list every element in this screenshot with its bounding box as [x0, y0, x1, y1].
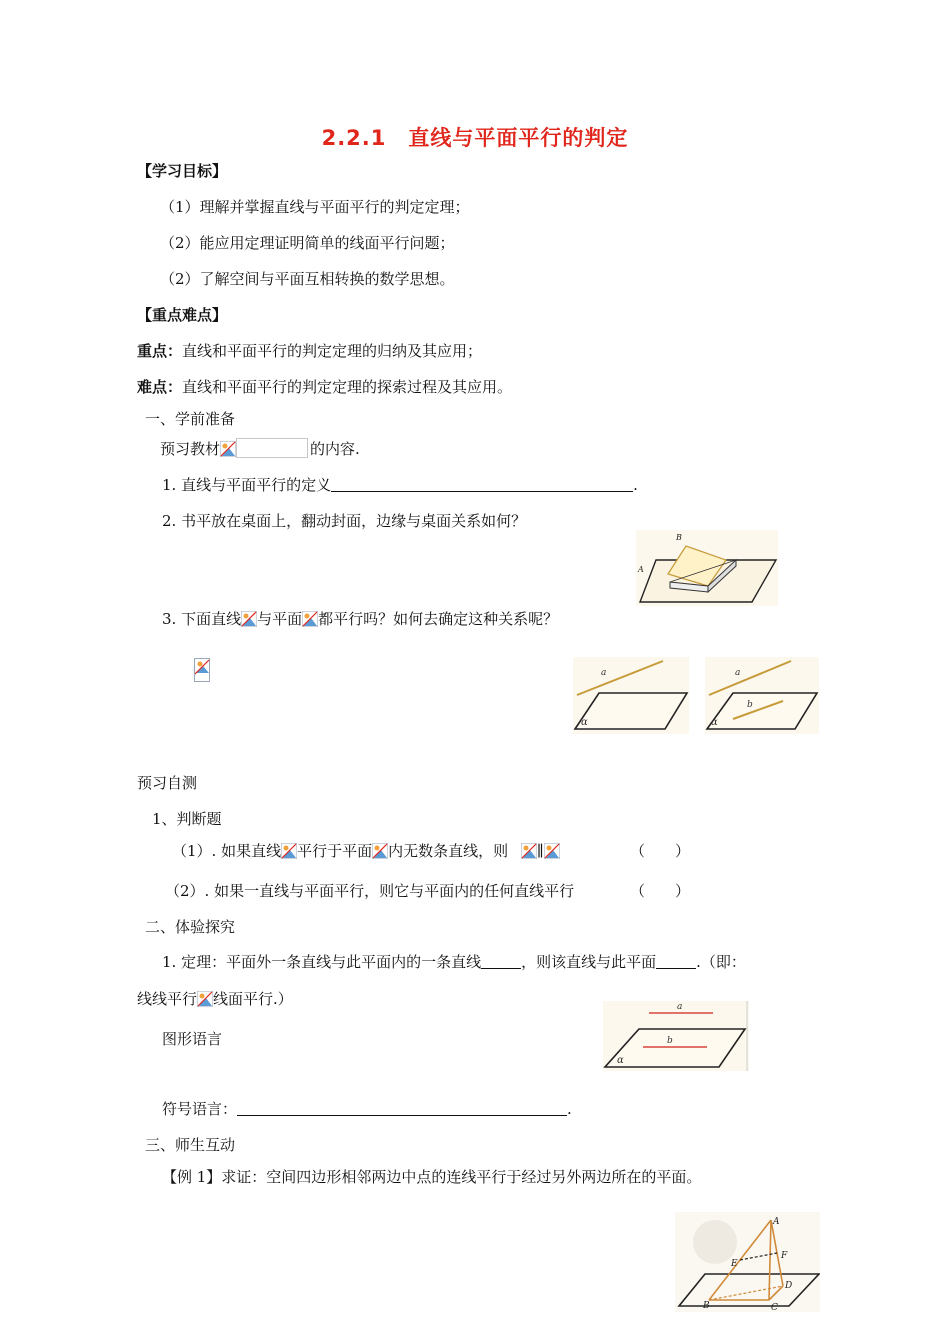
- item1-text-b: 平行于平面: [297, 842, 373, 860]
- book-label-a: A: [638, 565, 644, 574]
- missing-image-box: [236, 438, 308, 458]
- q1-text: 1. 直线与平面平行的定义: [162, 476, 332, 494]
- item1-text-c: 内无数条直线，则: [388, 842, 509, 860]
- symbol-end: .: [567, 1100, 572, 1118]
- theorem-text-d: 线线平行: [137, 990, 198, 1008]
- symbol-blank: [237, 1115, 567, 1116]
- tetrahedron-figure: [675, 1212, 820, 1312]
- interact-heading: 三、师生互动: [145, 1136, 236, 1154]
- goal-item: （2）能应用定理证明简单的线面平行问题；: [160, 234, 455, 252]
- key-text: 直线和平面平行的判定定理的归纳及其应用；: [182, 342, 483, 360]
- theorem-fig-b-label: b: [667, 1036, 673, 1046]
- selftest-item-1: [172, 840, 560, 861]
- preview-text-a: 预习教材: [160, 440, 221, 458]
- key-heading: 【重点难点】: [137, 306, 228, 324]
- goals-heading: 【学习目标】: [137, 162, 228, 180]
- theorem-blank-2: [656, 968, 696, 969]
- example-1: 【例 1】求证：空间四边形相邻两边中点的连线平行于经过另外两边所在的平面。: [162, 1168, 702, 1186]
- item2-paren: （ ）: [630, 882, 691, 900]
- line-plane-figure-left: [573, 657, 689, 734]
- image-placeholder-icon: [521, 843, 537, 859]
- item1-text-a: （1）. 如果直线: [172, 842, 282, 860]
- fig-right-line-a-label: a: [735, 668, 741, 678]
- image-placeholder-icon: [194, 658, 210, 686]
- tetra-label-d: D: [785, 1281, 793, 1291]
- key-point: [137, 340, 482, 361]
- image-placeholder-icon: [544, 843, 560, 859]
- theorem-text-a: 1. 定理：平面外一条直线与此平面内的一条直线: [162, 953, 482, 971]
- tetra-label-c: C: [771, 1303, 778, 1312]
- hard-point: [137, 376, 512, 397]
- prep-heading: 一、学前准备: [145, 410, 236, 428]
- image-placeholder-icon: [281, 843, 297, 859]
- q1-blank: [331, 491, 633, 492]
- q3-text-c: 都平行吗？如何去确定这种关系呢？: [318, 610, 559, 628]
- tetra-label-e: E: [731, 1259, 738, 1269]
- tetra-label-a: A: [773, 1217, 780, 1227]
- selftest-sub: 1、判断题: [152, 810, 222, 828]
- image-placeholder-icon: [220, 441, 236, 457]
- tetra-label-f: F: [781, 1251, 788, 1261]
- theorem-fig-a-label: a: [677, 1002, 683, 1012]
- prep-q1: [162, 474, 638, 495]
- image-placeholder-icon: [197, 991, 213, 1007]
- theorem-text-b: ，则该直线与此平面: [521, 953, 657, 971]
- line-plane-figure-right: [705, 657, 819, 734]
- theorem-text-e: 线面平行.）: [213, 990, 293, 1008]
- theorem-blank-1: [481, 968, 521, 969]
- book-label-b: B: [676, 533, 682, 542]
- theorem-text-c: .（即：: [696, 953, 746, 971]
- explore-heading: 二、体验探究: [145, 918, 236, 936]
- image-placeholder-icon: [372, 843, 388, 859]
- fig-left-line-label: a: [601, 668, 607, 678]
- selftest-heading: 预习自测: [137, 774, 198, 792]
- tetra-label-b: B: [703, 1301, 710, 1311]
- preview-line: [160, 438, 360, 459]
- graph-language-label: 图形语言: [162, 1030, 223, 1048]
- goal-item: （2）了解空间与平面互相转换的数学思想。: [160, 270, 455, 288]
- prep-q2: 2. 书平放在桌面上，翻动封面，边缘与桌面关系如何？: [162, 512, 527, 530]
- fig-left-plane-label: α: [581, 717, 588, 728]
- q3-text-b: 与平面: [257, 610, 303, 628]
- image-placeholder-icon: [302, 611, 318, 627]
- hard-label: 难点：: [137, 378, 183, 396]
- item1-paren: （ ）: [630, 842, 691, 860]
- fig-right-plane-label: α: [711, 717, 718, 728]
- selftest-item-2: （2）. 如果一直线与平面平行，则它与平面内的任何直线平行: [165, 882, 575, 900]
- goal-item: （1）理解并掌握直线与平面平行的判定定理；: [160, 198, 470, 216]
- prep-q3: [162, 608, 558, 629]
- q3-text-a: 3. 下面直线: [162, 610, 242, 628]
- page-title: 2.2.1 直线与平面平行的判定: [321, 126, 629, 150]
- key-label: 重点：: [137, 342, 183, 360]
- fig-right-line-b-label: b: [747, 700, 753, 710]
- symbol-language-label: 符号语言：: [162, 1100, 238, 1118]
- book-figure: [636, 530, 778, 606]
- theorem-line: [162, 951, 746, 972]
- hard-text: 直线和平面平行的判定定理的探索过程及其应用。: [182, 378, 513, 396]
- symbol-language-line: [162, 1098, 572, 1119]
- theorem-figure: [603, 1001, 749, 1071]
- theorem-line-2: [137, 988, 293, 1009]
- theorem-fig-plane-label: α: [617, 1055, 624, 1066]
- preview-text-b: 的内容.: [310, 440, 360, 458]
- q1-end: .: [633, 476, 638, 494]
- image-placeholder-icon: [241, 611, 257, 627]
- parallel-symbol: ∥: [536, 842, 544, 860]
